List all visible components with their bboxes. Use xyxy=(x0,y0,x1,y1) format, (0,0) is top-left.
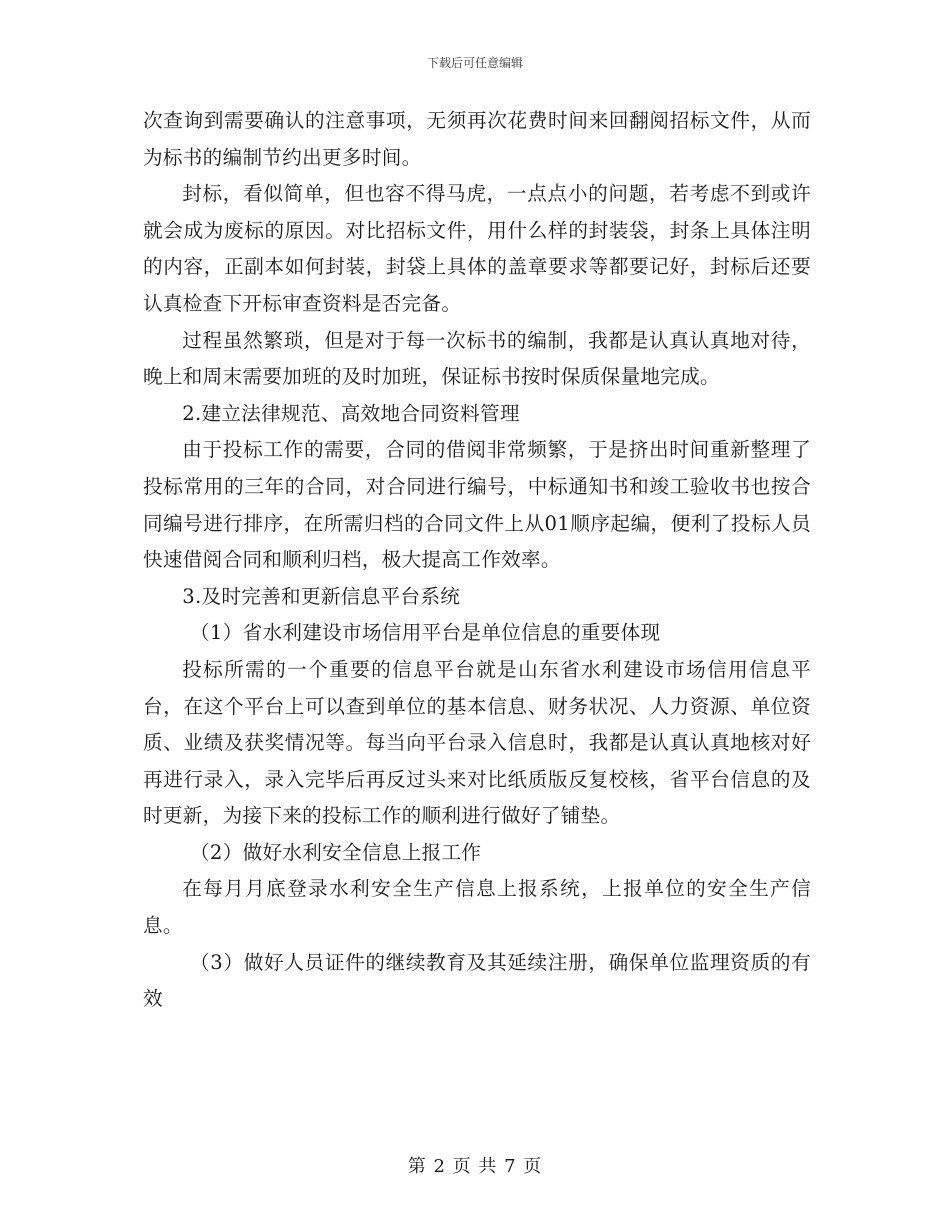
paragraph: 次查询到需要确认的注意事项，无须再次花费时间来回翻阅招标文件，从而为标书的编制节约出更多时间。 xyxy=(143,109,811,169)
document-body xyxy=(143,103,811,1018)
paragraph: 投标所需的一个重要的信息平台就是山东省水利建设市场信用信息平台，在这个平台上可以查到单位的基本信息、财务状况、人力资源、单位资质、业绩及获奖情况等。每当向平台录入信息时，我都是认真认真地核对好再进行录入，录入完毕后再反过头来对比纸质版反复校核，省平台信息的及时更新，为接下来的投标工作的顺利进行做好了铺垫。 xyxy=(143,657,811,828)
subsection-heading: （1）省水利建设市场信用平台是单位信息的重要体现 xyxy=(190,621,661,645)
section-heading: 3.及时完善和更新信息平台系统 xyxy=(182,584,461,608)
subsection-heading: （3）做好人员证件的继续教育及其延续注册，确保单位监理资质的有效 xyxy=(143,950,811,1011)
paragraph: 由于投标工作的需要，合同的借阅非常频繁，于是挤出时间重新整理了投标常用的三年的合同，对合同进行编号，中标通知书和竣工验收书也按合同编号进行排序，在所需归档的合同文件上从01顺序起编，便利了投标人员快速借阅合同和顺利归档，极大提高工作效率。 xyxy=(143,438,811,572)
page-header: 下载后可任意编辑 xyxy=(426,56,523,70)
subsection-heading: （2）做好水利安全信息上报工作 xyxy=(190,840,482,864)
paragraph: 在每月月底登录水利安全生产信息上报系统，上报单位的安全生产信息。 xyxy=(143,877,811,938)
section-heading: 2.建立法律规范、高效地合同资料管理 xyxy=(182,401,520,425)
paragraph: 过程虽然繁琐，但是对于每一次标书的编制，我都是认真认真地对待，晚上和周末需要加班的及时加班，保证标书按时保质保量地完成。 xyxy=(143,328,811,389)
paragraph: 封标，看似简单，但也容不得马虎，一点点小的问题，若考虑不到或许就会成为废标的原因。对比招标文件，用什么样的封装袋，封条上具体注明的内容，正副本如何封装，封袋上具体的盖章要求等都要记好，封标后还要认真检查下开标审查资料是否完备。 xyxy=(143,182,811,315)
page-number: 第 2 页 共 7 页 xyxy=(407,1156,543,1177)
